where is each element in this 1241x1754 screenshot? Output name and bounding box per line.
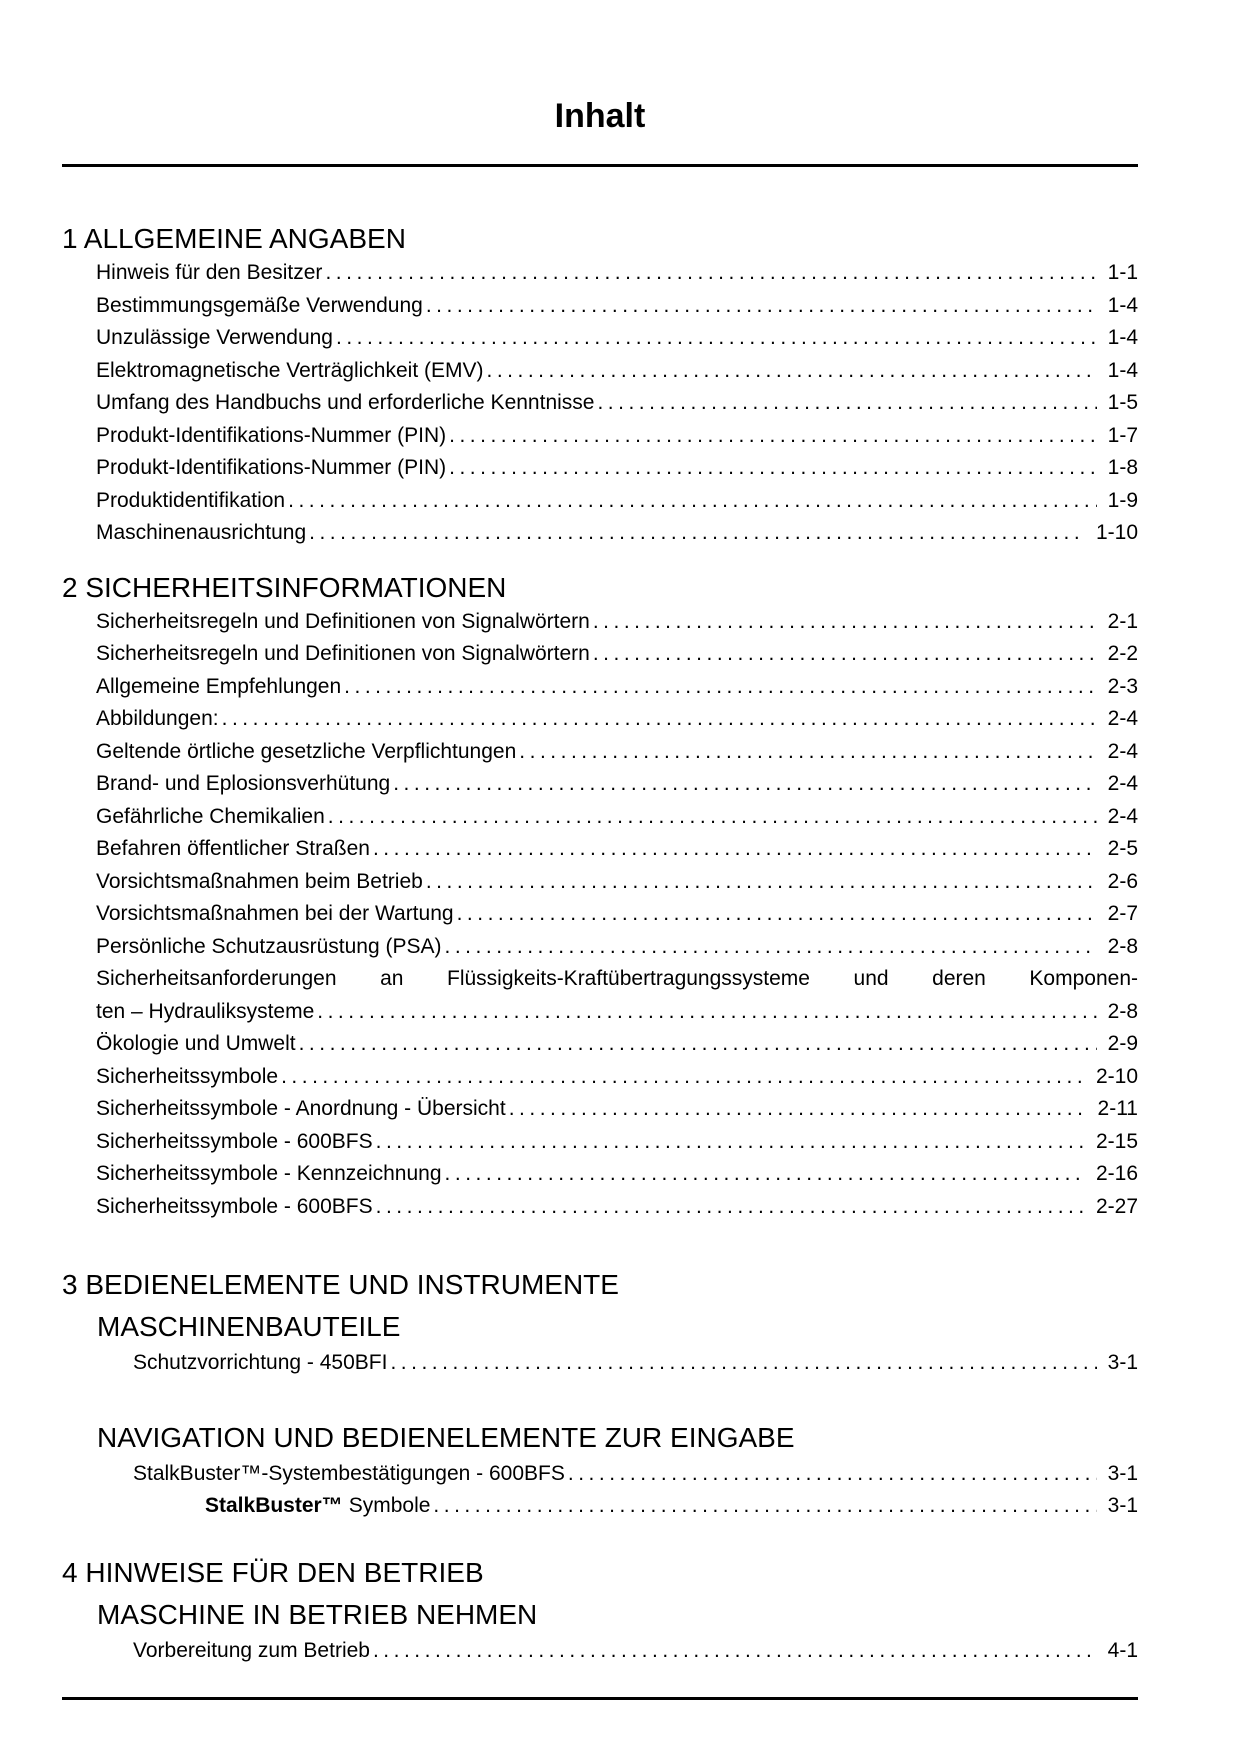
toc-entry	[96, 387, 1138, 420]
dot-leader	[509, 1093, 1087, 1126]
toc-entry-label: Sicherheitssymbole - Kennzeichnung	[96, 1162, 442, 1185]
toc-entry-page: 1-4	[1107, 293, 1138, 317]
toc-entry	[96, 1158, 1138, 1191]
section-heading: 3 BEDIENELEMENTE UND INSTRUMENTE	[62, 1269, 619, 1300]
subsection-heading: MASCHINE IN BETRIEB NEHMEN	[97, 1598, 538, 1630]
toc-entry-label: Produktidentifikation	[96, 488, 286, 512]
toc-entry-label: Sicherheitssymbole - 600BFS	[96, 1129, 373, 1153]
toc-entry-page: 2-15	[1095, 1129, 1138, 1153]
toc-entry-page: 3-1	[1107, 1351, 1138, 1374]
toc-entry	[133, 1458, 1138, 1491]
toc-entry-page: 2-4	[1107, 772, 1138, 795]
toc-entry	[96, 736, 1138, 769]
dot-leader	[336, 322, 1097, 355]
toc-entry-label: Allgemeine Empfehlungen	[96, 674, 342, 698]
toc-entry	[96, 322, 1138, 355]
toc-section	[62, 572, 1138, 1224]
toc-entry	[96, 671, 1138, 704]
toc-section	[62, 1557, 1138, 1668]
toc-entry-page: 2-8	[1107, 934, 1138, 958]
toc-entry-page: 2-3	[1107, 674, 1138, 698]
toc-entry-label: Gefährliche Chemikalien	[96, 804, 325, 828]
toc-entry-label: Vorsichtsmaßnahmen bei der Wartung	[96, 902, 454, 925]
toc-entry-page: 1-4	[1107, 326, 1138, 349]
title-rule	[62, 164, 1138, 167]
toc-entry-label: Befahren öffentlicher Straßen	[96, 837, 370, 860]
toc-entry-label: Vorsichtsmaßnahmen beim Betrieb	[96, 869, 423, 893]
toc-entry-label: Sicherheitssymbole	[96, 1064, 279, 1088]
dot-leader	[449, 420, 1097, 453]
toc-entry-page: 1-1	[1107, 261, 1138, 284]
toc-entry-label: Hinweis für den Besitzer	[96, 261, 323, 284]
dot-leader	[426, 290, 1097, 323]
toc-entry-label: Umfang des Handbuchs und erforderliche Kenntnisse	[96, 391, 595, 414]
toc-entry-label: Persönliche Schutzausrüstung (PSA)	[96, 934, 442, 958]
toc-entry	[96, 931, 1138, 964]
section-heading: 4 HINWEISE FÜR DEN BETRIEB	[62, 1556, 484, 1588]
toc-entry	[96, 257, 1138, 290]
toc-entry-label: Vorbereitung zum Betrieb	[133, 1638, 370, 1662]
dot-leader	[487, 355, 1097, 388]
dot-leader	[457, 898, 1097, 931]
toc-entry-page: 3-1	[1107, 1494, 1138, 1517]
toc-entry-page: 1-8	[1107, 456, 1138, 479]
dot-leader	[288, 485, 1097, 518]
subsection-heading: NAVIGATION UND BEDIENELEMENTE ZUR EINGABE	[97, 1421, 795, 1453]
toc-entry-page: 2-9	[1107, 1032, 1138, 1055]
dot-leader	[593, 606, 1097, 639]
toc-entry-label: Symbole	[348, 1494, 431, 1517]
section-heading: 2 SICHERHEITSINFORMATIONEN	[62, 571, 507, 603]
dot-leader	[373, 833, 1097, 866]
section-entries	[62, 257, 1138, 550]
toc-entry-label: Brand- und Eplosionsverhütung	[96, 772, 391, 795]
subsection-entries	[62, 1458, 1138, 1523]
toc-entry-page: 2-4	[1107, 804, 1138, 828]
toc-section	[62, 223, 1138, 550]
bottom-rule	[62, 1697, 1138, 1700]
toc-entry	[96, 290, 1138, 323]
toc-entry-label: Maschinenausrichtung	[96, 521, 307, 544]
toc-entry	[96, 638, 1138, 671]
subsection-entries	[62, 1347, 1138, 1380]
toc-entry	[96, 996, 1138, 1029]
toc-entry-page: 2-8	[1107, 999, 1138, 1023]
dot-leader	[325, 257, 1096, 290]
toc-entry-label: Sicherheitssymbole - Anordnung - Übersicht	[96, 1097, 506, 1120]
toc-entry-page: 3-1	[1107, 1461, 1138, 1485]
toc-entry-label: Sicherheitsregeln und Definitionen von Signalwörtern	[96, 642, 590, 665]
toc-entry-page: 2-16	[1095, 1162, 1138, 1185]
toc-entry	[96, 833, 1138, 866]
toc-section	[62, 1269, 1138, 1523]
dot-leader	[445, 1158, 1085, 1191]
dot-leader	[281, 1061, 1085, 1094]
toc-entry-label: Schutzvorrichtung - 450BFI	[133, 1351, 388, 1374]
toc-entry	[96, 768, 1138, 801]
dot-leader	[445, 931, 1097, 964]
toc-entry-page: 2-6	[1107, 869, 1138, 893]
toc-entry-label: Geltende örtliche gesetzliche Verpflichtungen	[96, 739, 517, 763]
toc	[62, 223, 1138, 1667]
toc-entry-page: 2-11	[1097, 1097, 1138, 1120]
subsection-entries	[62, 1635, 1138, 1668]
page-title: Inhalt	[554, 97, 646, 135]
toc-entry	[96, 517, 1138, 550]
dot-leader	[376, 1126, 1085, 1159]
dot-leader	[433, 1490, 1096, 1523]
toc-entry	[96, 606, 1138, 639]
toc-entry-label: Elektromagnetische Verträglichkeit (EMV)	[96, 358, 484, 382]
toc-entry-page: 2-10	[1095, 1064, 1138, 1088]
toc-entry-label: ten – Hydrauliksysteme	[96, 999, 315, 1023]
toc-entry-label: Produkt-Identifikations-Nummer (PIN)	[96, 456, 447, 479]
toc-entry	[96, 1093, 1138, 1126]
toc-entry	[96, 898, 1138, 931]
toc-entry-page: 4-1	[1107, 1638, 1138, 1662]
toc-entry	[96, 1061, 1138, 1094]
dot-leader	[299, 1028, 1097, 1061]
toc-entry	[96, 801, 1138, 834]
toc-entry-page: 2-2	[1107, 642, 1138, 665]
dot-leader	[593, 638, 1097, 671]
toc-entry-page: 2-7	[1107, 902, 1138, 925]
toc-entry	[96, 485, 1138, 518]
toc-entry-page: 1-10	[1095, 521, 1138, 544]
subsection-heading: MASCHINENBAUTEILE	[97, 1311, 401, 1342]
toc-entry-label: Sicherheitssymbole - 600BFS	[96, 1194, 373, 1218]
toc-entry-continuation: Sicherheitsanforderungen an Flüssigkeits-Kraftübertragungssysteme und deren Komponen-	[96, 967, 1138, 990]
dot-leader	[376, 1191, 1085, 1224]
toc-entry	[96, 420, 1138, 453]
dot-leader	[344, 671, 1096, 704]
toc-entry-page: 2-1	[1107, 609, 1138, 633]
dot-leader	[373, 1635, 1097, 1668]
toc-entry-page: 2-27	[1095, 1194, 1138, 1218]
dot-leader	[449, 452, 1097, 485]
toc-entry-label: Sicherheitsregeln und Definitionen von Signalwörtern	[96, 609, 590, 633]
toc-entry-page: 1-4	[1107, 358, 1138, 382]
toc-entry	[205, 1490, 1138, 1523]
dot-leader	[328, 801, 1097, 834]
dot-leader	[597, 387, 1096, 420]
dot-leader	[222, 703, 1097, 736]
dot-leader	[568, 1458, 1097, 1491]
dot-leader	[393, 768, 1096, 801]
dot-leader	[317, 996, 1096, 1029]
toc-entry-page: 1-5	[1107, 391, 1138, 414]
toc-entry-page: 2-4	[1107, 739, 1138, 763]
toc-entry	[133, 1347, 1138, 1380]
dot-leader	[309, 517, 1085, 550]
toc-entry-label: Ökologie und Umwelt	[96, 1032, 296, 1055]
toc-entry	[96, 355, 1138, 388]
dot-leader	[519, 736, 1096, 769]
toc-entry-label: Bestimmungsgemäße Verwendung	[96, 293, 423, 317]
section-entries	[62, 606, 1138, 1224]
toc-entry-page: 1-7	[1107, 423, 1138, 447]
toc-entry-page: 2-4	[1107, 707, 1138, 730]
toc-entry	[96, 703, 1138, 736]
toc-entry-label: Unzulässige Verwendung	[96, 326, 333, 349]
toc-entry-page: 1-9	[1107, 488, 1138, 512]
toc-entry-label-bold: StalkBuster™	[205, 1494, 343, 1517]
section-heading: 1 ALLGEMEINE ANGABEN	[62, 223, 406, 254]
toc-entry-page: 2-5	[1107, 837, 1138, 860]
dot-leader	[426, 866, 1097, 899]
toc-entry	[96, 1028, 1138, 1061]
toc-entry-label: Produkt-Identifikations-Nummer (PIN)	[96, 423, 447, 447]
toc-content	[62, 0, 1138, 1700]
toc-entry-label: StalkBuster™-Systembestätigungen - 600BFS	[133, 1461, 565, 1485]
toc-entry	[96, 1191, 1138, 1224]
toc-entry	[96, 1126, 1138, 1159]
toc-entry-label: Abbildungen:	[96, 707, 219, 730]
toc-entry	[133, 1635, 1138, 1668]
toc-entry	[96, 452, 1138, 485]
dot-leader	[390, 1347, 1096, 1380]
toc-entry	[96, 866, 1138, 899]
